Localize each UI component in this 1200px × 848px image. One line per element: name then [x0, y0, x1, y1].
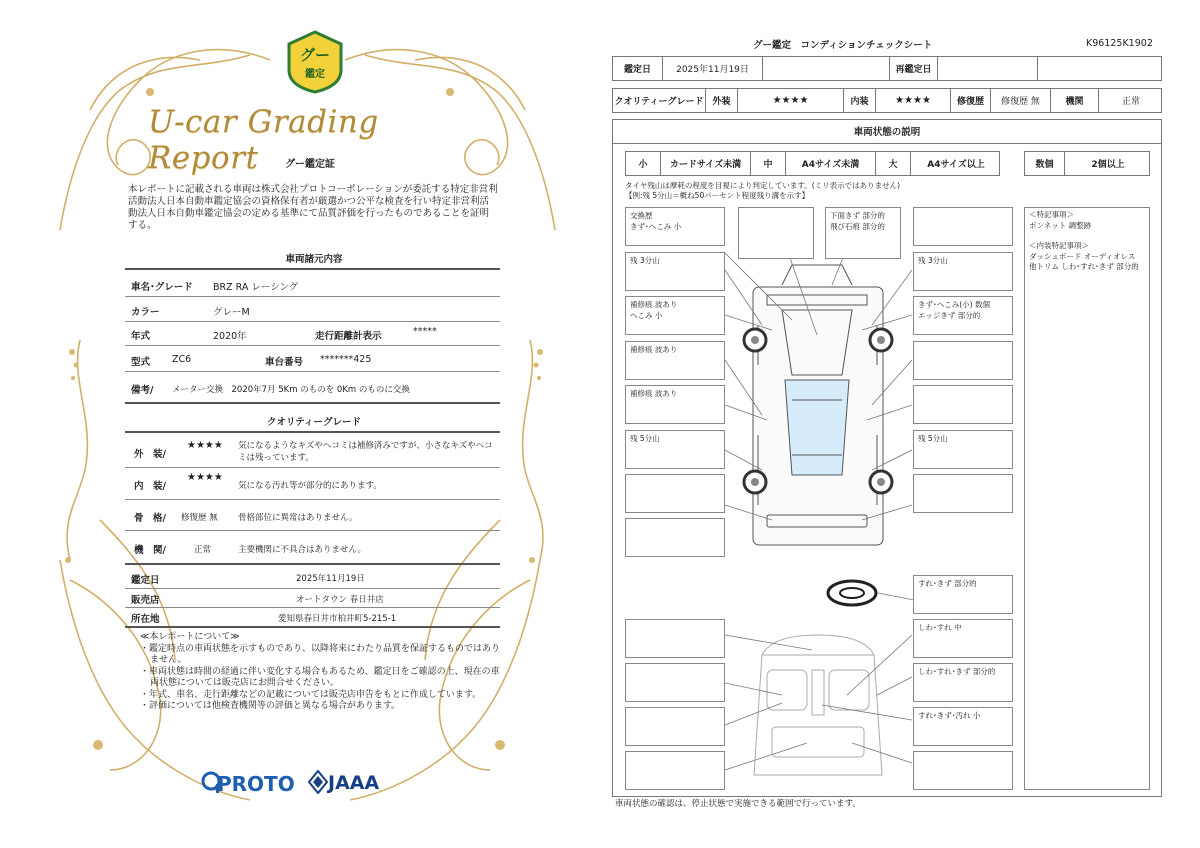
engine-label: 機 関/ [134, 545, 166, 556]
divider [125, 499, 500, 500]
divider [125, 563, 500, 565]
divider [125, 431, 500, 433]
divider [125, 268, 500, 270]
interior-label: 内 装/ [134, 481, 166, 492]
rear-left-box [625, 474, 725, 513]
sheet-id: K96125K1902 [1086, 38, 1153, 49]
rear-right-box [913, 474, 1013, 513]
sheet-title: グー鑑定 コンディションチェックシート [753, 40, 933, 51]
condition-title: 車両状態の説明 [612, 119, 1162, 144]
front-left-note: 交換歴 きず･へこみ 小 [625, 207, 725, 246]
special-notes-box [1024, 207, 1150, 790]
divider [125, 607, 500, 608]
odometer-value: ***** [413, 326, 437, 337]
size-small-desc: カードサイズ未満 [661, 152, 751, 175]
repair-label: 修復歴 [951, 89, 991, 112]
reappraisal-label: 再鑑定日 [890, 57, 938, 80]
count-label: 数個 [1025, 152, 1065, 175]
certificate-title: グー鑑定証 [285, 159, 335, 170]
vin-label: 車台番号 [265, 357, 304, 368]
engine-comment: 主要機関に不具合はありません。 [238, 545, 367, 555]
interior-label: 内装 [844, 89, 876, 112]
interior-car-diagram [722, 615, 914, 795]
remarks-label: 備考/ [131, 385, 154, 396]
interior-rear-right-box [913, 751, 1013, 790]
quality-label: クオリティーグレード [613, 89, 706, 112]
interior-stars: ★★★★ [876, 89, 951, 112]
appraisal-date-value: 2025年11月19日 [296, 574, 365, 584]
front-center-box [738, 207, 814, 259]
interior-trim-note: しわ･すれ･きず 部分的 [913, 663, 1013, 702]
front-right-box [913, 207, 1013, 246]
exterior-comment: 気になるようなキズやヘコミは補修済みですが、小さなキズやヘコミは残っています。 [238, 441, 493, 463]
goo-appraisal-badge [287, 30, 343, 94]
note-item: ・車両状態は時間の経過に伴い変化する場合もあるため、鑑定日をご確認の上、現在の車両状態については販売店にお問合せください。 [140, 666, 500, 688]
address-value: 愛知県春日井市柏井町5-215-1 [278, 614, 397, 624]
date-value: 2025年11月19日 [663, 57, 763, 80]
quality-section-title: クオリティーグレード [266, 417, 362, 428]
size-mid-desc: A4サイズ未満 [786, 152, 876, 175]
interior-notes-title: ＜内装特記事項＞ [1029, 241, 1089, 250]
front-right-tire-note: 残 3分山 [913, 252, 1013, 291]
appraisal-date-label: 鑑定日 [131, 575, 160, 586]
divider [125, 345, 500, 346]
engine-label: 機関 [1051, 89, 1099, 112]
jaaa-logo: JAAA [328, 772, 380, 794]
size-legend [625, 151, 1000, 176]
reappraisal-value [938, 57, 1038, 80]
proto-logo: PROTO [217, 772, 295, 796]
left-front-door-note: 補修痕 波あり へこみ 小 [625, 296, 725, 335]
color-value: グレーM [213, 307, 250, 318]
divider [125, 321, 500, 322]
jaaa-logo-icon [308, 770, 328, 794]
car-name-value: BRZ RA レーシング [213, 282, 299, 293]
blank-cell [763, 57, 890, 80]
right-front-door-note: きず･へこみ(小) 数個 エッジきず 部分的 [913, 296, 1013, 335]
rear-bumper-box [625, 518, 725, 557]
exterior-stars: ★★★★ [738, 89, 844, 112]
note-item: ・評価については他検査機関等の評価と異なる場合があります。 [140, 701, 401, 711]
count-legend [1024, 151, 1150, 176]
dealer-value: オートタウン 春日井店 [296, 595, 384, 605]
svg-text:鑑定: 鑑定 [305, 69, 325, 80]
sheet-footer-note: 車両状態の確認は、停止状態で実施できる範囲で行っています。 [615, 799, 861, 809]
car-name-label: 車名･グレード [131, 282, 193, 293]
vin-value: *******425 [320, 354, 372, 365]
note-item: ・鑑定時点の車両状態を示すものであり、以降将来にわたり品質を保証するものではありません。 [140, 643, 501, 665]
report-notes [140, 632, 500, 713]
size-large-desc: A4サイズ以上 [927, 160, 985, 170]
frame-value: 修復歴 無 [181, 513, 218, 523]
report-script-title: U-car Grading Report [148, 104, 379, 176]
interior-stars: ★★★★ [187, 472, 223, 483]
specs-section-title: 車両諸元内容 [285, 254, 343, 265]
date-row [612, 56, 1162, 81]
year-value: 2020年 [213, 331, 247, 342]
divider [125, 296, 500, 297]
remarks-value: メーター交換 2020年7月 5Km のものを 0Km のものに交換 [172, 385, 410, 395]
quality-row [612, 88, 1162, 113]
interior-rear-box [625, 751, 725, 790]
count-desc: 2個以上 [1091, 160, 1125, 170]
underbody-note: 下面きず 部分的 飛び石痕 部分的 [825, 207, 901, 259]
frame-label: 骨 格/ [134, 513, 166, 524]
divider [125, 588, 500, 589]
model-label: 型式 [131, 357, 151, 368]
left-side-note: 補修痕 波あり [625, 341, 725, 380]
certificate-statement: 本レポートに記載される車両は株式会社プロトコーポレーションが委託する特定非営利活動法人日本自動車鑑定協会の資格保有者が厳選かつ公平な検査を行い特定非営利活動法人日本自動車鑑定協会の定める基準にて品質評価を行ったものであることを証明する。 [128, 184, 498, 231]
year-label: 年式 [131, 331, 151, 342]
divider [125, 467, 500, 468]
interior-comment: 気になる汚れ等が部分的にあります。 [238, 481, 382, 491]
odometer-label: 走行距離計表示 [315, 331, 382, 342]
model-value: ZC6 [172, 354, 192, 365]
front-left-tire-note: 残 3分山 [625, 252, 725, 291]
exterior-label: 外装 [706, 89, 738, 112]
interior-seat-note: すれ･きず･汚れ 小 [913, 707, 1013, 746]
notes-title: ≪本レポートについて≫ [140, 632, 240, 642]
interior-rear-left-box [625, 707, 725, 746]
color-label: カラー [131, 307, 160, 318]
special-notes-text: ボンネット 調整跡 [1029, 220, 1092, 230]
divider [125, 371, 500, 372]
rear-left-tire-note: 残 5分山 [625, 430, 725, 469]
date-label: 鑑定日 [613, 57, 663, 80]
divider [125, 402, 500, 404]
svg-text:グー: グー [299, 46, 331, 64]
exterior-label: 外 装/ [134, 449, 166, 460]
tire-example-note: 【例:残 5分山＝概ね50パーセント程度残り溝を示す】 [625, 191, 810, 200]
dealer-label: 販売店 [131, 595, 160, 606]
special-notes-title: ＜特記事項＞ [1029, 210, 1074, 219]
left-rear-note: 補修痕 波あり [625, 385, 725, 424]
right-side-box [913, 341, 1013, 380]
interior-notes-text: ダッシュボード オーディオレス 他トリム しわ･すれ･きず 部分的 [1029, 251, 1139, 271]
interior-seat-left-box [625, 663, 725, 702]
interior-dashboard-note: しわ･すれ 中 [913, 619, 1013, 658]
size-small-label: 小 [626, 152, 661, 175]
tire-note: タイヤ残山は摩耗の程度を目視により判定しています。(ミリ表示ではありません) [625, 181, 901, 190]
frame-comment: 骨格部位に異常はありません。 [238, 513, 358, 523]
exterior-stars: ★★★★ [187, 440, 223, 451]
divider [125, 626, 500, 628]
note-item: ・年式、車名、走行距離などの記載については販売店申告をもとに作成しています。 [140, 689, 482, 700]
rear-right-tire-note: 残 5分山 [913, 430, 1013, 469]
size-mid-label: 中 [751, 152, 786, 175]
blank-cell [1038, 57, 1163, 80]
address-label: 所在地 [131, 614, 160, 625]
size-large-label: 大 [876, 152, 911, 175]
interior-front-left-box [625, 619, 725, 658]
divider [125, 530, 500, 531]
right-rear-box [913, 385, 1013, 424]
steering-wheel-icon [826, 578, 916, 608]
engine-value: 正常 [194, 545, 212, 555]
steering-note: すれ･きず 部分的 [913, 575, 1013, 614]
repair-value: 修復歴 無 [991, 89, 1051, 112]
engine-value: 正常 [1121, 97, 1140, 107]
